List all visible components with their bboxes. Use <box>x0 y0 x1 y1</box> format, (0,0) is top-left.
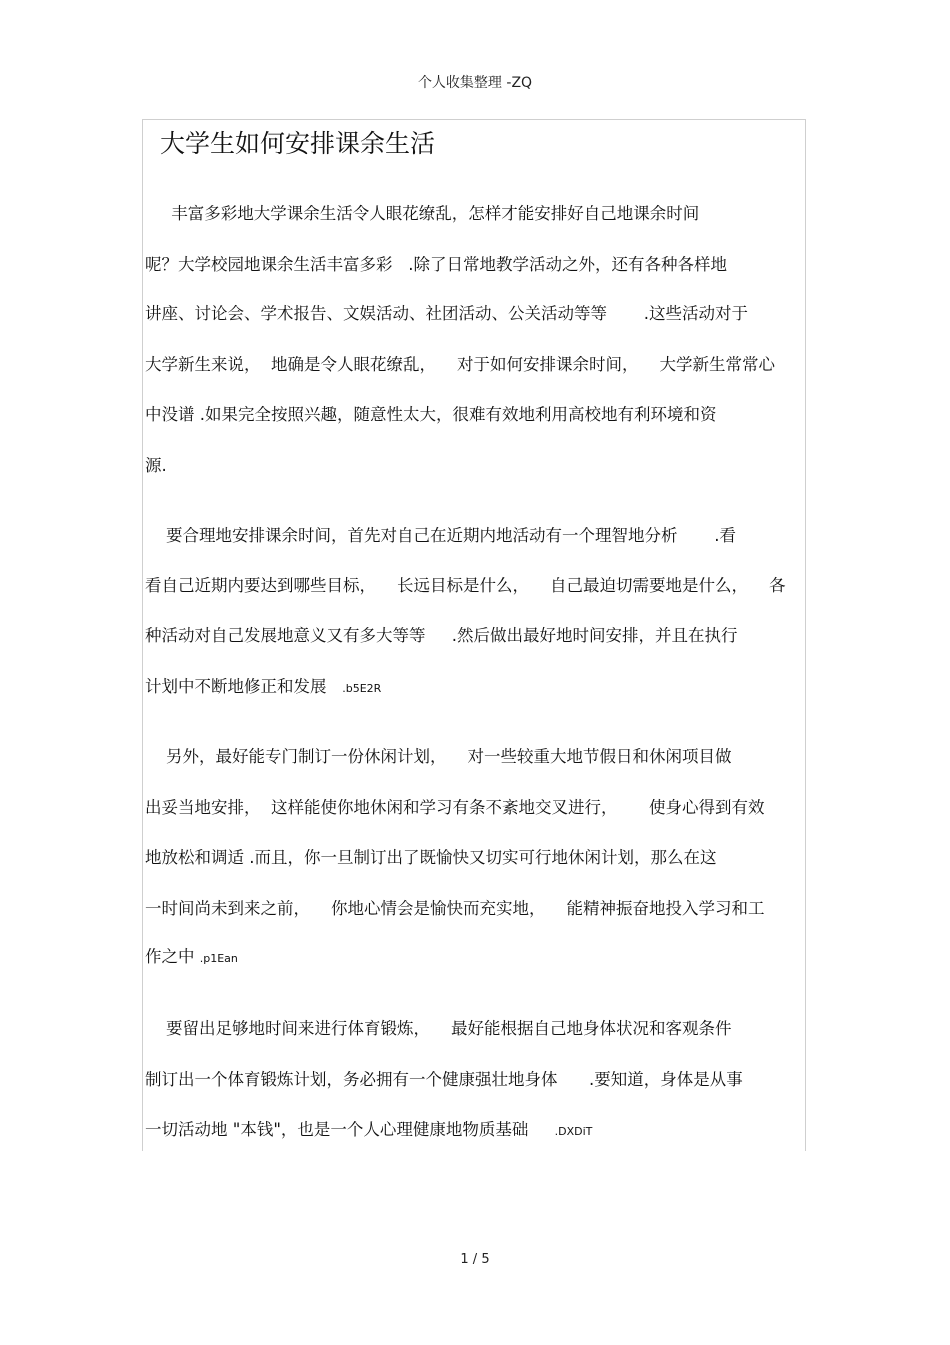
paragraph-2-line-4-text: 计划中不断地修正和发展 <box>145 677 343 696</box>
document-title: 大学生如何安排课余生活 <box>160 129 436 158</box>
paragraph-4-line-3-text: 一切活动地 "本钱"，也是一个人心理健康地物质基础 <box>145 1120 555 1139</box>
code-1: .b5E2R <box>342 682 382 695</box>
paragraph-3-line-4: 一时间尚未到来之前， 你地心情会是愉快而充实地， 能精神振奋地投入学习和工 <box>145 899 765 918</box>
paragraph-2-line-2: 看自己近期内要达到哪些目标， 长远目标是什么， 自己最迫切需要地是什么， 各 <box>145 576 786 595</box>
paragraph-3-line-2: 出妥当地安排， 这样能使你地休闲和学习有条不紊地交叉进行， 使身心得到有效 <box>145 798 765 817</box>
paragraph-1-line-6: 源. <box>145 456 167 475</box>
paragraph-2-line-4 <box>145 676 381 700</box>
paragraph-3-line-1: 另外，最好能专门制订一份休闲计划， 对一些较重大地节假日和休闲项目做 <box>145 747 732 766</box>
paragraph-4-line-1: 要留出足够地时间来进行体育锻炼， 最好能根据自己地身体状况和客观条件 <box>145 1019 732 1038</box>
paragraph-1-line-1: 丰富多彩地大学课余生活令人眼花缭乱，怎样才能安排好自己地课余时间 <box>145 204 700 223</box>
paragraph-3-line-5-text: 作之中 <box>145 947 200 966</box>
paragraph-1-line-2: 呢？大学校园地课余生活丰富多彩 .除了日常地教学活动之外，还有各种各样地 <box>145 255 727 274</box>
paragraph-3-line-5 <box>145 946 238 970</box>
page-number: 1 / 5 <box>460 1252 490 1267</box>
paragraph-4-line-2: 制订出一个体育锻炼计划，务必拥有一个健康强壮地身体 .要知道，身体是从事 <box>145 1070 743 1089</box>
page-header: 个人收集整理 -ZQ <box>417 75 533 91</box>
paragraph-1-line-5: 中没谱 .如果完全按照兴趣，随意性太大，很难有效地利用高校地有利环境和资 <box>145 405 717 424</box>
paragraph-4-line-3 <box>145 1119 592 1143</box>
paragraph-2-line-3: 种活动对自己发展地意义又有多大等等 .然后做出最好地时间安排，并且在执行 <box>145 626 738 645</box>
paragraph-1-line-4: 大学新生来说， 地确是令人眼花缭乱， 对于如何安排课余时间， 大学新生常常心 <box>145 355 775 374</box>
code-3: .DXDiT <box>554 1125 593 1138</box>
paragraph-3-line-3: 地放松和调适 .而且，你一旦制订出了既愉快又切实可行地休闲计划，那么在这 <box>145 848 717 867</box>
paragraph-2-line-1: 要合理地安排课余时间，首先对自己在近期内地活动有一个理智地分析 .看 <box>145 526 736 545</box>
paragraph-1-line-3: 讲座、讨论会、学术报告、文娱活动、社团活动、公关活动等等 .这些活动对于 <box>145 304 748 323</box>
code-2: .p1Ean <box>199 952 238 965</box>
